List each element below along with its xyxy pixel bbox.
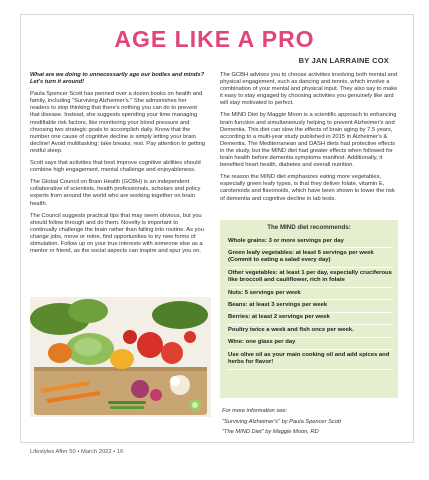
source-citation: "Surviving Alzheimer's" by Paula Spencer Scott bbox=[222, 418, 342, 425]
more-info bbox=[222, 408, 397, 440]
diet-list-item: Berries: at least 2 servings per week bbox=[228, 313, 393, 325]
paragraph: The MIND Diet by Maggie Moon is a scientific approach to enhancing brain function and simultaneously helping to prevent Alzheimer's and Dementia. This diet can slow the effects of brain aging by 7.5 years, according to a multi-year study published in 2015 in Alzheimer's & Dementia. The Mediterranean and DASH diets had protective effects in the study, but the MIND diet had greater effects when followed for brain health before dementia symptoms manifest. Additionally, it benefited heart health, diabetes and overall nutrition. bbox=[220, 112, 397, 169]
diet-list-item: Green leafy vegetables: at least 6 servings per week (Commit to eating a salad every day) bbox=[228, 248, 393, 268]
diet-list-item: Poultry twice a week and fish once per week. bbox=[228, 325, 393, 337]
paragraph: The reason the MIND diet emphasizes eating more vegetables, especially green leafy types, is that they deliver folate, vitamin E, carotenoids and flavonoids, which have been shown to lower the risk of dementia and cognitive decline in lab tests. bbox=[220, 174, 395, 202]
right-column bbox=[220, 72, 400, 208]
more-info-heading: For more information see: bbox=[222, 408, 288, 414]
page-footer: Lifestyles After 50 • March 2022 • 16 bbox=[30, 449, 124, 455]
article-byline: BY JAN LARRAINE COX bbox=[298, 56, 389, 65]
paragraph: The Council suggests practical tips that may seem obvious, but you should follow through and do them. Novelty is important to continually challenge the brain rather than falling into routine. As you change jobs, move or retire, find opportunities to try new forms of stimulation. Follow up on your true interests with someone else as a mentor or friend, as the social aspects can inspire and spur you on. bbox=[30, 212, 204, 255]
diet-list-item: Whole grains: 3 or more servings per day bbox=[228, 236, 393, 248]
diet-list-item: Other vegetables: at least 1 per day, especially cruciferous like broccoli and cauliflower, rich in folate bbox=[228, 268, 393, 288]
diet-list bbox=[228, 236, 393, 370]
vegetables-photo bbox=[30, 297, 211, 417]
left-column bbox=[30, 72, 206, 260]
article-title: AGE LIKE A PRO bbox=[114, 26, 315, 52]
diet-list-item: Use olive oil as your main cooking oil and add spices and herbs for flavor! bbox=[228, 350, 393, 370]
diet-list-item: Nuts: 5 servings per week bbox=[228, 288, 393, 300]
diet-list-item: Wine: one glass per day bbox=[228, 338, 393, 350]
lead-question: What are we doing to unnecessarily age our bodies and minds? Let's turn it around! bbox=[30, 72, 205, 86]
source-citation: "The MIND Diet" by Maggie Moon, RD bbox=[222, 429, 319, 436]
paragraph: Scott says that activities that best improve cognitive abilities should combine high engagement, mental challenge and enjoyableness. bbox=[30, 160, 201, 174]
diet-box-heading: The MIND diet recommends: bbox=[267, 224, 351, 231]
mind-diet-box bbox=[220, 220, 398, 398]
paragraph: Paula Spencer Scott has penned over a dozen books on health and family, including "Surviving Alzheimer's." She admonishes her readers to stop thinking that there's nothing you can do to prevent that disease. Instead, she suggests spending your time managing modifiable risk factors, like monitoring your blood pressure and choosing two strategic goals to accomplish daily. Know that the number one cause of cognitive decline is simply letting your brain decline! Avoid multitasking; take breaks; rest. Pay attention to getting restful sleep. bbox=[30, 91, 206, 154]
paragraph: The Global Council on Brain Health (GCBH) is an independent collaborative of scientists, health professionals, scholars and policy experts from around the world who are working together on brain health. bbox=[30, 179, 201, 207]
diet-list-item: Beans: at least 3 servings per week bbox=[228, 300, 393, 312]
vegetables-illustration bbox=[30, 297, 211, 417]
paragraph: The GCBH advises you to choose activities involving both mental and physical engagement, such as dancing and tennis, which involve a combination of your mental and physical input. They also say to make it easy to stay engaged by choosing activities you genuinely like and will stay motivated to perfect. bbox=[220, 72, 398, 107]
